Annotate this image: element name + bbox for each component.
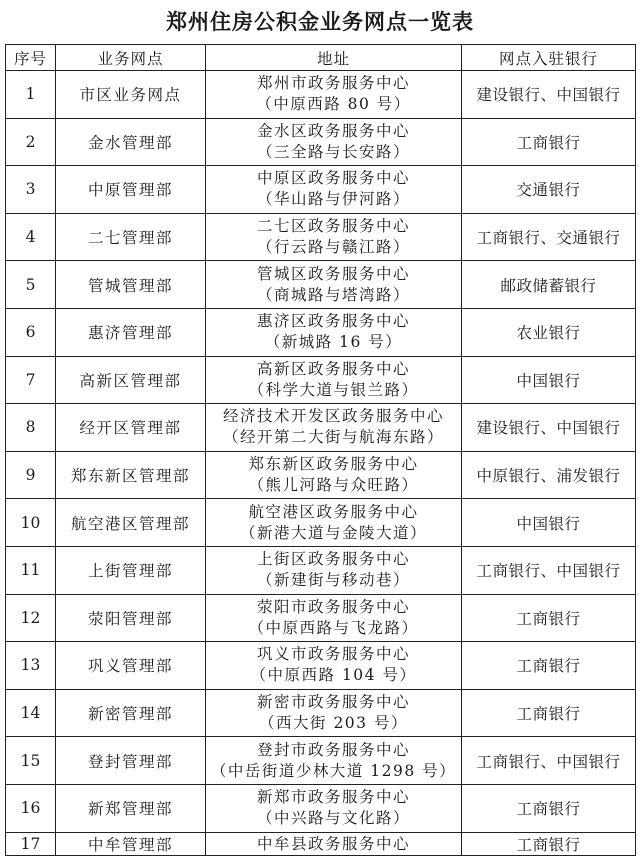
branch-address (206, 71, 462, 119)
address-line-1: 郑东新区政务服务中心 (248, 455, 419, 474)
resident-banks: 建设银行、中国银行 (462, 404, 636, 452)
branch-name: 经开区管理部 (56, 404, 206, 452)
branch-name: 中牟管理部 (56, 832, 206, 855)
address-line-2: （中岳街道少林大道 1298 号） (210, 761, 457, 780)
table-row (6, 642, 636, 690)
row-number: 6 (6, 308, 56, 356)
table-row (6, 213, 636, 261)
branch-address (206, 118, 462, 166)
page-title: 郑州住房公积金业务网点一览表 (166, 10, 474, 34)
header-bank: 网点入驻银行 (462, 45, 636, 71)
row-number: 10 (6, 499, 56, 547)
address-line-2: （新城路 16 号） (264, 333, 403, 352)
resident-banks: 中原银行、浦发银行 (462, 451, 636, 499)
row-number: 13 (6, 642, 56, 690)
branch-address (206, 689, 462, 737)
row-number: 17 (6, 832, 56, 855)
row-number: 9 (6, 451, 56, 499)
address-line-1: 经济技术开发区政务服务中心 (222, 407, 444, 426)
address-line-2: （商城路与塔湾路） (256, 285, 410, 304)
table-row (6, 118, 636, 166)
address-line-1: 惠济区政务服务中心 (256, 312, 410, 331)
branch-address (206, 356, 462, 404)
address-line-1: 荥阳市政务服务中心 (256, 597, 410, 616)
address-line-2: （新建街与移动巷） (256, 571, 410, 590)
row-number: 8 (6, 404, 56, 452)
branch-name: 郑东新区管理部 (56, 451, 206, 499)
table-row (6, 308, 636, 356)
address-line-1: 中牟县政务服务中心 (256, 834, 410, 853)
branch-address (206, 499, 462, 547)
table-row (6, 784, 636, 832)
address-line-2: （中原西路 80 号） (256, 95, 411, 114)
table-row (6, 261, 636, 309)
table-header (6, 45, 636, 71)
address-line-2: （中兴路与文化路） (256, 809, 410, 828)
address-line-1: 高新区政务服务中心 (256, 359, 410, 378)
row-number: 11 (6, 546, 56, 594)
branch-address (206, 594, 462, 642)
resident-banks: 工商银行 (462, 594, 636, 642)
branch-name: 中原管理部 (56, 166, 206, 214)
resident-banks: 工商银行、中国银行 (462, 546, 636, 594)
resident-banks: 工商银行、中国银行 (462, 737, 636, 785)
header-row (6, 45, 636, 71)
resident-banks: 农业银行 (462, 308, 636, 356)
branch-address (206, 261, 462, 309)
address-line-2: （三全路与长安路） (256, 142, 410, 161)
table-row (6, 404, 636, 452)
row-number: 15 (6, 737, 56, 785)
row-number: 1 (6, 71, 56, 119)
branch-address (206, 213, 462, 261)
resident-banks: 工商银行、交通银行 (462, 213, 636, 261)
row-number: 5 (6, 261, 56, 309)
table-row (6, 166, 636, 214)
address-line-1: 航空港区政务服务中心 (248, 502, 419, 521)
header-address: 地址 (206, 45, 462, 71)
branch-address (206, 642, 462, 690)
resident-banks: 工商银行 (462, 642, 636, 690)
row-number: 3 (6, 166, 56, 214)
branch-name: 航空港区管理部 (56, 499, 206, 547)
branch-name: 金水管理部 (56, 118, 206, 166)
row-number: 4 (6, 213, 56, 261)
table-row (6, 594, 636, 642)
branch-address (206, 308, 462, 356)
address-line-1: 新密市政务服务中心 (256, 693, 410, 712)
table-row (6, 451, 636, 499)
address-line-1: 金水区政务服务中心 (256, 121, 410, 140)
address-line-1: 二七区政务服务中心 (256, 217, 410, 236)
branch-table (5, 44, 636, 856)
branch-address (206, 166, 462, 214)
branch-name: 市区业务网点 (56, 71, 206, 119)
address-line-2: （华山路与伊河路） (256, 190, 410, 209)
resident-banks: 邮政储蓄银行 (462, 261, 636, 309)
address-line-1: 郑州市政务服务中心 (256, 74, 410, 93)
row-number: 2 (6, 118, 56, 166)
address-line-2: （中原西路 104 号） (250, 666, 417, 685)
row-number: 14 (6, 689, 56, 737)
resident-banks: 工商银行 (462, 689, 636, 737)
branch-name: 新郑管理部 (56, 784, 206, 832)
address-line-1: 新郑市政务服务中心 (256, 788, 410, 807)
branch-name: 惠济管理部 (56, 308, 206, 356)
branch-name: 荥阳管理部 (56, 594, 206, 642)
branch-name: 登封管理部 (56, 737, 206, 785)
address-line-1: 登封市政务服务中心 (256, 740, 410, 759)
branch-name: 上街管理部 (56, 546, 206, 594)
branch-address (206, 546, 462, 594)
address-line-2: （中原西路与飞龙路） (248, 618, 419, 637)
table-row (6, 546, 636, 594)
resident-banks: 工商银行 (462, 832, 636, 855)
table-row (6, 71, 636, 119)
row-number: 7 (6, 356, 56, 404)
header-branch: 业务网点 (56, 45, 206, 71)
branch-name: 新密管理部 (56, 689, 206, 737)
address-line-2: （熊儿河路与众旺路） (248, 476, 419, 495)
branch-name: 高新区管理部 (56, 356, 206, 404)
branch-name: 巩义管理部 (56, 642, 206, 690)
row-number: 16 (6, 784, 56, 832)
row-number: 12 (6, 594, 56, 642)
branch-address (206, 404, 462, 452)
address-line-2: （行云路与赣江路） (256, 238, 410, 257)
branch-address (206, 784, 462, 832)
branch-name: 管城管理部 (56, 261, 206, 309)
table-row (6, 832, 636, 855)
branch-address (206, 832, 462, 855)
resident-banks: 建设银行、中国银行 (462, 71, 636, 119)
header-number: 序号 (6, 45, 56, 71)
resident-banks: 工商银行 (462, 118, 636, 166)
table-row (6, 737, 636, 785)
address-line-2: （经开第二大街与航海东路） (222, 428, 444, 447)
branch-address (206, 451, 462, 499)
address-line-2: （新港大道与金陵大道） (239, 523, 427, 542)
resident-banks: 中国银行 (462, 356, 636, 404)
table-row (6, 689, 636, 737)
resident-banks: 交通银行 (462, 166, 636, 214)
address-line-1: 管城区政务服务中心 (256, 264, 410, 283)
resident-banks: 中国银行 (462, 499, 636, 547)
table-row (6, 499, 636, 547)
address-line-2: （科学大道与银兰路） (248, 380, 419, 399)
resident-banks: 工商银行 (462, 784, 636, 832)
table-body (6, 71, 636, 856)
table-row (6, 356, 636, 404)
address-line-1: 上街区政务服务中心 (256, 550, 410, 569)
branch-address (206, 737, 462, 785)
address-line-1: 巩义市政务服务中心 (256, 645, 410, 664)
address-line-1: 中原区政务服务中心 (256, 169, 410, 188)
address-line-2: （西大街 203 号） (259, 714, 408, 733)
branch-name: 二七管理部 (56, 213, 206, 261)
